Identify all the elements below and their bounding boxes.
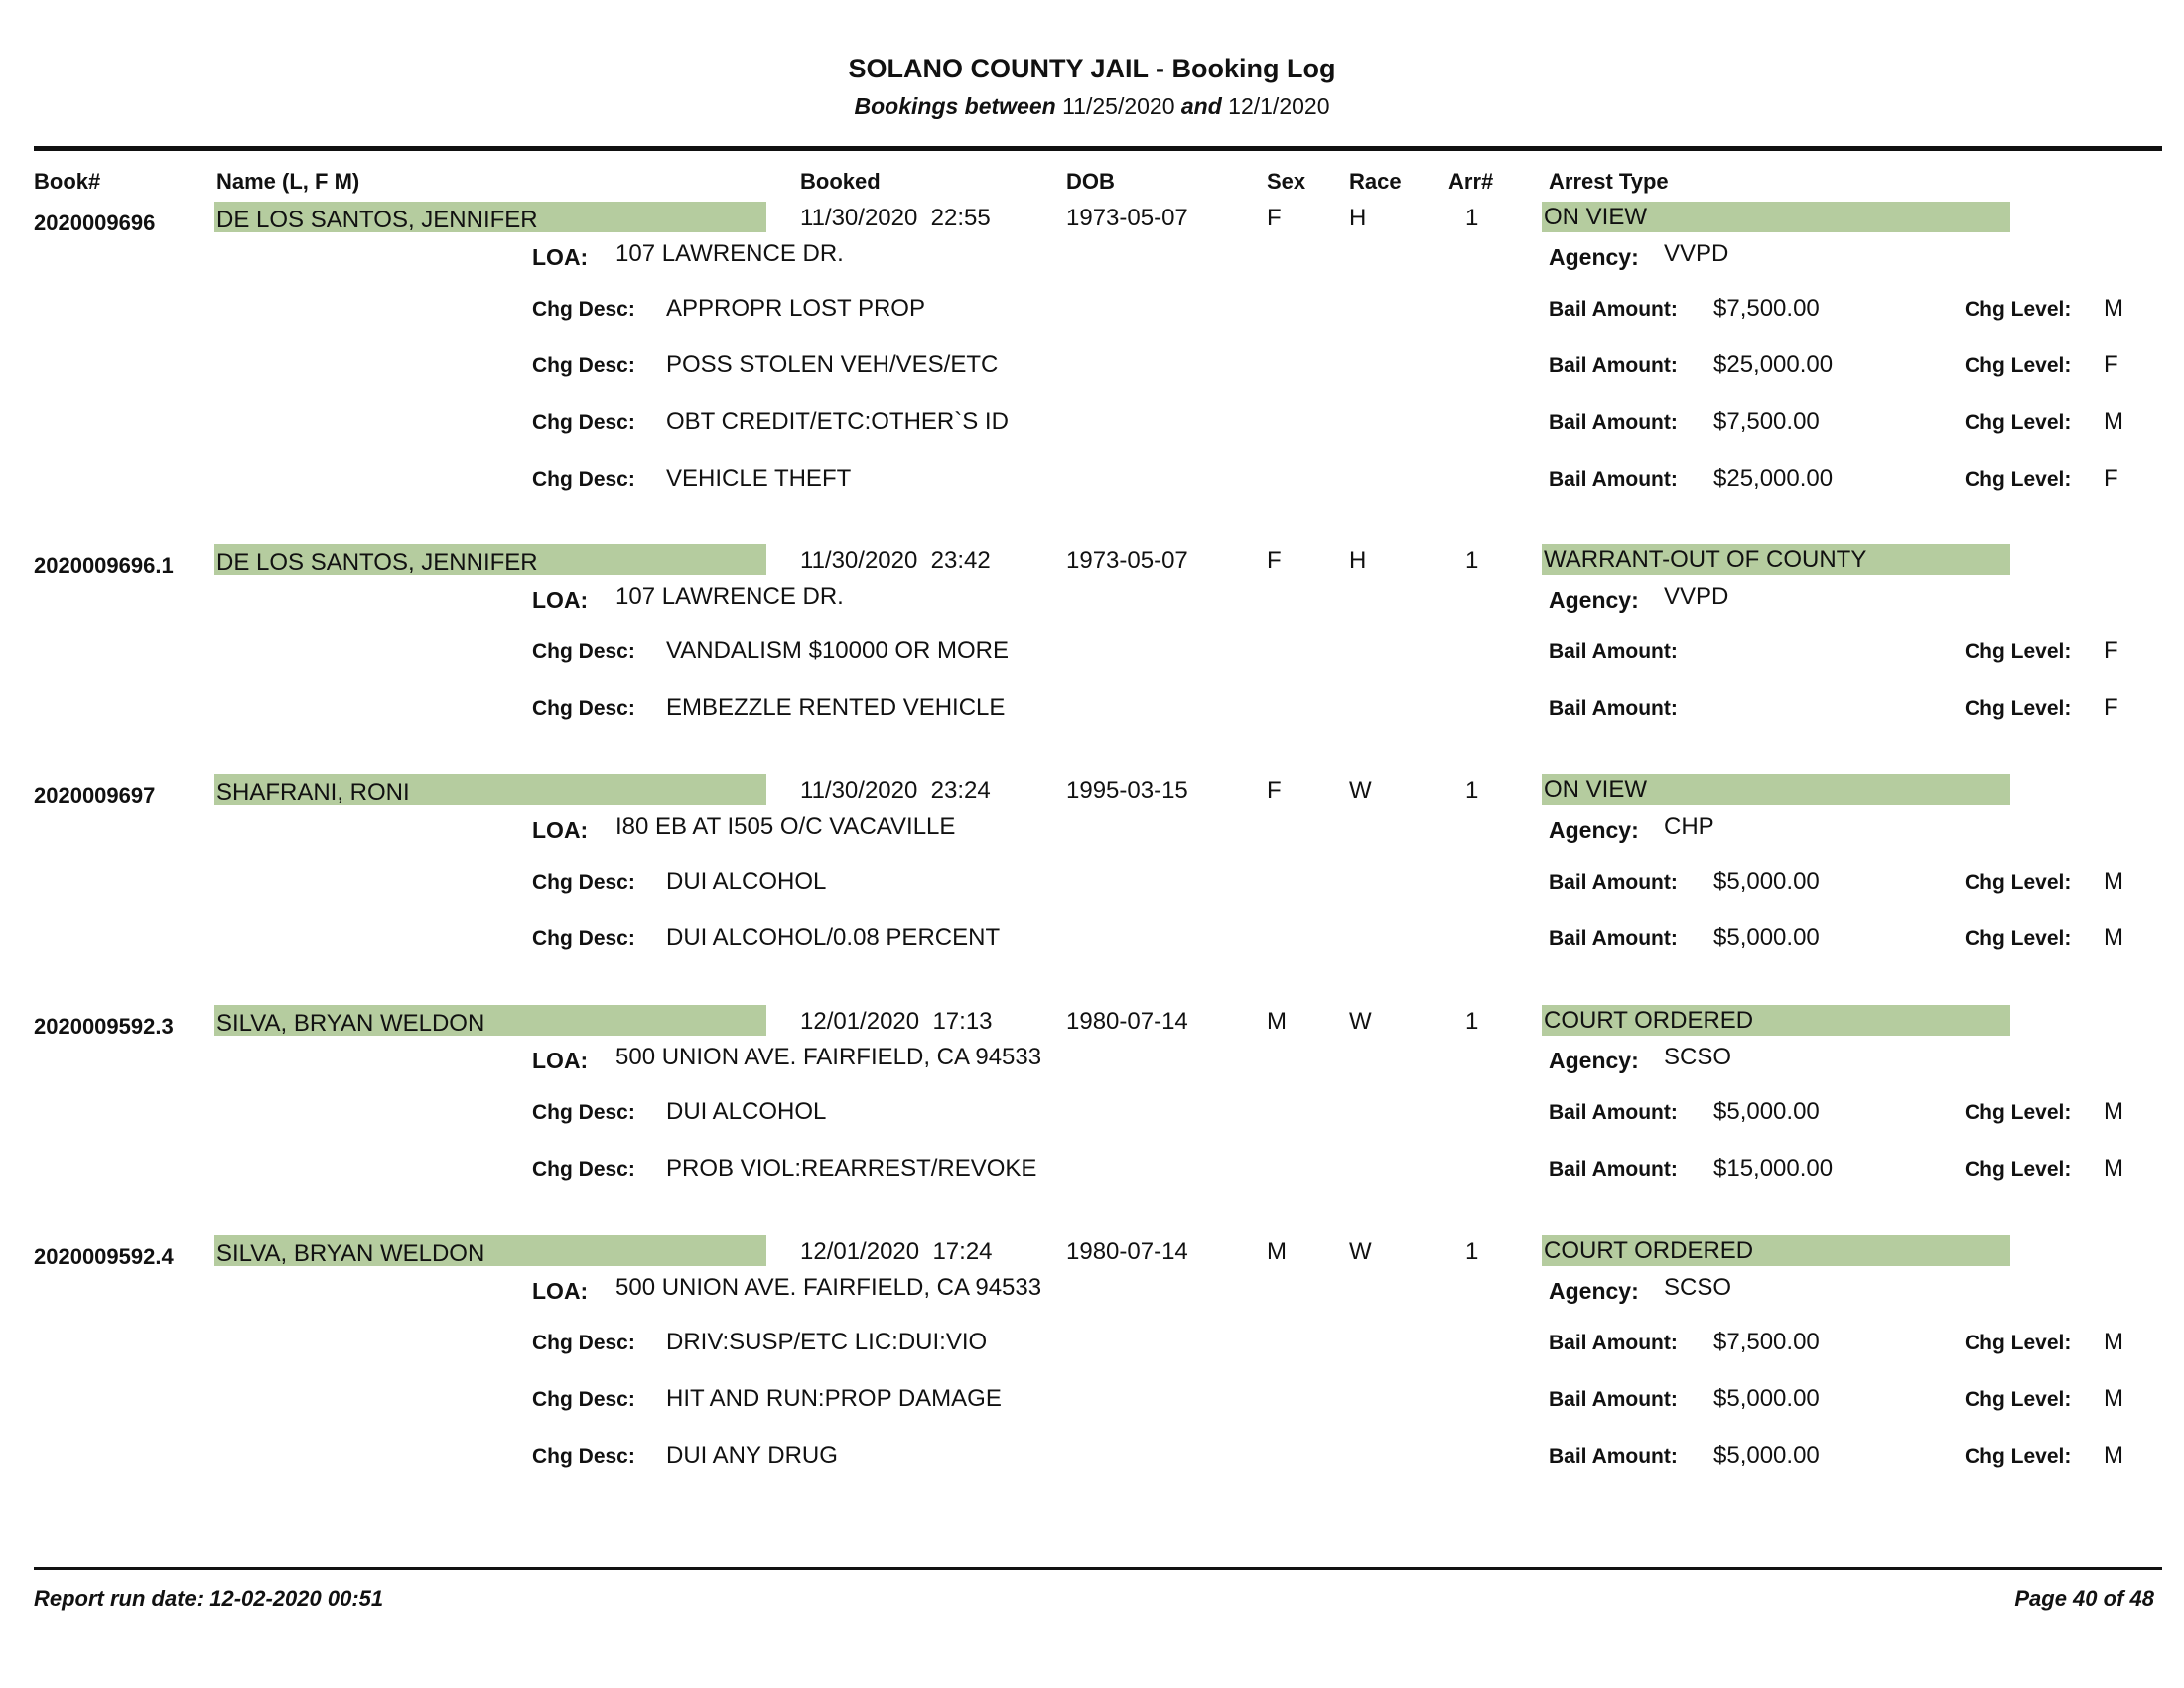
chg-desc-label: Chg Desc:: [532, 411, 635, 434]
bail-amount: $5,000.00: [1713, 1442, 1820, 1469]
sex: M: [1267, 1238, 1287, 1265]
charge-level: M: [2104, 1329, 2123, 1355]
charge-level: M: [2104, 1155, 2123, 1182]
bail-amount: $5,000.00: [1713, 924, 1820, 951]
booking-entry: [0, 169, 2184, 492]
charge-description: VANDALISM $10000 OR MORE: [666, 637, 1010, 664]
bail-amount-label: Bail Amount:: [1549, 298, 1678, 321]
bail-amount: $5,000.00: [1713, 1385, 1820, 1412]
loa-value: 107 LAWRENCE DR.: [615, 240, 844, 267]
sex: M: [1267, 1008, 1287, 1035]
col-header-arrest-type: Arrest Type: [1549, 169, 1669, 194]
agency-value: SCSO: [1664, 1044, 1732, 1070]
report-run-date: Report run date: 12-02-2020 00:51: [34, 1586, 384, 1611]
bail-amount: $7,500.00: [1713, 1329, 1820, 1355]
date-from: 11/25/2020: [1062, 93, 1175, 119]
bail-amount: $25,000.00: [1713, 352, 1834, 378]
charge-level: M: [2104, 1442, 2123, 1469]
charge-description: APPROPR LOST PROP: [666, 295, 925, 322]
race: H: [1349, 205, 1367, 231]
charge-description: VEHICLE THEFT: [666, 465, 852, 492]
chg-level-label: Chg Level:: [1965, 1332, 2072, 1354]
bail-amount-label: Bail Amount:: [1549, 468, 1678, 491]
chg-desc-label: Chg Desc:: [532, 927, 635, 950]
booked-datetime: 11/30/2020 23:24: [800, 777, 991, 804]
charge-level: F: [2104, 465, 2118, 492]
book-number: 2020009696: [34, 211, 156, 235]
chg-desc-label: Chg Desc:: [532, 354, 635, 377]
footer-rule: [34, 1567, 2162, 1570]
race: W: [1349, 777, 1372, 804]
charge-description: DUI ALCOHOL: [666, 868, 827, 895]
chg-level-label: Chg Level:: [1965, 468, 2072, 491]
subtitle-mid: and: [1180, 93, 1222, 119]
arrest-count: 1: [1465, 1008, 1479, 1035]
page-subtitle: [0, 93, 2184, 120]
loa-value: 107 LAWRENCE DR.: [615, 583, 844, 610]
charge-level: M: [2104, 1098, 2123, 1125]
bail-amount-label: Bail Amount:: [1549, 640, 1678, 663]
chg-level-label: Chg Level:: [1965, 640, 2072, 663]
sex: F: [1267, 547, 1282, 574]
chg-desc-label: Chg Desc:: [532, 640, 635, 663]
chg-level-label: Chg Level:: [1965, 927, 2072, 950]
book-number: 2020009592.4: [34, 1244, 174, 1269]
agency-label: Agency:: [1549, 1278, 1639, 1304]
chg-desc-label: Chg Desc:: [532, 871, 635, 894]
col-header-arr: Arr#: [1448, 169, 1494, 194]
agency-label: Agency:: [1549, 244, 1639, 270]
inmate-name: DE LOS SANTOS, JENNIFER: [214, 544, 766, 575]
booking-entry: [0, 972, 2184, 1200]
charge-description: PROB VIOL:REARREST/REVOKE: [666, 1155, 1037, 1182]
charge-description: DUI ALCOHOL: [666, 1098, 827, 1125]
sex: F: [1267, 205, 1282, 231]
bail-amount: $25,000.00: [1713, 465, 1834, 492]
agency-value: VVPD: [1664, 240, 1729, 267]
bail-amount: $5,000.00: [1713, 868, 1820, 895]
bail-amount-label: Bail Amount:: [1549, 927, 1678, 950]
chg-level-label: Chg Level:: [1965, 871, 2072, 894]
charge-level: F: [2104, 637, 2118, 664]
loa-value: 500 UNION AVE. FAIRFIELD, CA 94533: [615, 1274, 1042, 1301]
loa-label: LOA:: [532, 817, 589, 843]
agency-label: Agency:: [1549, 1048, 1639, 1073]
sex: F: [1267, 777, 1282, 804]
chg-level-label: Chg Level:: [1965, 411, 2072, 434]
agency-value: VVPD: [1664, 583, 1729, 610]
charge-description: DRIV:SUSP/ETC LIC:DUI:VIO: [666, 1329, 988, 1355]
col-header-dob: DOB: [1066, 169, 1115, 194]
chg-level-label: Chg Level:: [1965, 1158, 2072, 1181]
charge-description: EMBEZZLE RENTED VEHICLE: [666, 694, 1006, 721]
booking-entry: [0, 511, 2184, 740]
bail-amount-label: Bail Amount:: [1549, 871, 1678, 894]
date-of-birth: 1995-03-15: [1066, 777, 1188, 804]
bail-amount-label: Bail Amount:: [1549, 354, 1678, 377]
arrest-type: ON VIEW: [1542, 774, 2010, 805]
bail-amount: $15,000.00: [1713, 1155, 1834, 1182]
bail-amount: $5,000.00: [1713, 1098, 1820, 1125]
date-to: 12/1/2020: [1228, 93, 1330, 119]
book-number: 2020009697: [34, 783, 156, 808]
arrest-count: 1: [1465, 1238, 1479, 1265]
booking-entry: [0, 1202, 2184, 1469]
race: W: [1349, 1238, 1372, 1265]
col-header-race: Race: [1349, 169, 1402, 194]
header-rule: [34, 146, 2162, 151]
chg-desc-label: Chg Desc:: [532, 1332, 635, 1354]
chg-desc-label: Chg Desc:: [532, 1388, 635, 1411]
arrest-type: COURT ORDERED: [1542, 1005, 2010, 1036]
charge-description: DUI ALCOHOL/0.08 PERCENT: [666, 924, 1001, 951]
col-header-name: Name (L, F M): [216, 169, 360, 194]
chg-desc-label: Chg Desc:: [532, 1158, 635, 1181]
bail-amount-label: Bail Amount:: [1549, 1388, 1678, 1411]
chg-desc-label: Chg Desc:: [532, 697, 635, 720]
loa-label: LOA:: [532, 587, 589, 613]
charge-level: M: [2104, 924, 2123, 951]
inmate-name: SHAFRANI, RONI: [214, 774, 766, 805]
col-header-booked: Booked: [800, 169, 881, 194]
booked-datetime: 11/30/2020 22:55: [800, 205, 991, 231]
charge-level: F: [2104, 694, 2118, 721]
agency-label: Agency:: [1549, 817, 1639, 843]
inmate-name: DE LOS SANTOS, JENNIFER: [214, 202, 766, 232]
agency-label: Agency:: [1549, 587, 1639, 613]
bail-amount-label: Bail Amount:: [1549, 411, 1678, 434]
bail-amount-label: Bail Amount:: [1549, 1332, 1678, 1354]
charge-description: OBT CREDIT/ETC:OTHER`S ID: [666, 408, 1009, 435]
inmate-name: SILVA, BRYAN WELDON: [214, 1005, 766, 1036]
col-header-book: Book#: [34, 169, 101, 194]
charge-level: M: [2104, 868, 2123, 895]
date-of-birth: 1980-07-14: [1066, 1238, 1188, 1265]
chg-desc-label: Chg Desc:: [532, 298, 635, 321]
chg-level-label: Chg Level:: [1965, 1388, 2072, 1411]
arrest-type: COURT ORDERED: [1542, 1235, 2010, 1266]
page-number: Page 40 of 48: [2014, 1586, 2154, 1611]
date-of-birth: 1973-05-07: [1066, 547, 1188, 574]
arrest-count: 1: [1465, 205, 1479, 231]
chg-level-label: Chg Level:: [1965, 1101, 2072, 1124]
inmate-name: SILVA, BRYAN WELDON: [214, 1235, 766, 1266]
loa-label: LOA:: [532, 244, 589, 270]
charge-description: HIT AND RUN:PROP DAMAGE: [666, 1385, 1002, 1412]
bail-amount: $7,500.00: [1713, 408, 1820, 435]
charge-level: F: [2104, 352, 2118, 378]
race: W: [1349, 1008, 1372, 1035]
arrest-count: 1: [1465, 777, 1479, 804]
chg-level-label: Chg Level:: [1965, 1445, 2072, 1468]
page-title: SOLANO COUNTY JAIL - Booking Log: [848, 54, 1336, 83]
date-of-birth: 1980-07-14: [1066, 1008, 1188, 1035]
booked-datetime: 11/30/2020 23:42: [800, 547, 991, 574]
col-header-sex: Sex: [1267, 169, 1306, 194]
booking-entry: [0, 742, 2184, 970]
bail-amount-label: Bail Amount:: [1549, 1101, 1678, 1124]
chg-desc-label: Chg Desc:: [532, 468, 635, 491]
race: H: [1349, 547, 1367, 574]
bail-amount-label: Bail Amount:: [1549, 1158, 1678, 1181]
loa-label: LOA:: [532, 1278, 589, 1304]
chg-desc-label: Chg Desc:: [532, 1101, 635, 1124]
charge-description: POSS STOLEN VEH/VES/ETC: [666, 352, 999, 378]
loa-value: I80 EB AT I505 O/C VACAVILLE: [615, 813, 956, 840]
subtitle-prefix: Bookings between: [854, 93, 1056, 119]
charge-level: M: [2104, 295, 2123, 322]
bail-amount-label: Bail Amount:: [1549, 697, 1678, 720]
loa-label: LOA:: [532, 1048, 589, 1073]
booked-datetime: 12/01/2020 17:24: [800, 1238, 993, 1265]
charge-description: DUI ANY DRUG: [666, 1442, 838, 1469]
arrest-type: WARRANT-OUT OF COUNTY: [1542, 544, 2010, 575]
date-of-birth: 1973-05-07: [1066, 205, 1188, 231]
chg-desc-label: Chg Desc:: [532, 1445, 635, 1468]
charge-level: M: [2104, 408, 2123, 435]
arrest-type: ON VIEW: [1542, 202, 2010, 232]
bail-amount-label: Bail Amount:: [1549, 1445, 1678, 1468]
book-number: 2020009696.1: [34, 553, 174, 578]
loa-value: 500 UNION AVE. FAIRFIELD, CA 94533: [615, 1044, 1042, 1070]
chg-level-label: Chg Level:: [1965, 697, 2072, 720]
book-number: 2020009592.3: [34, 1014, 174, 1039]
bail-amount: $7,500.00: [1713, 295, 1820, 322]
agency-value: CHP: [1664, 813, 1714, 840]
chg-level-label: Chg Level:: [1965, 354, 2072, 377]
chg-level-label: Chg Level:: [1965, 298, 2072, 321]
booked-datetime: 12/01/2020 17:13: [800, 1008, 993, 1035]
charge-level: M: [2104, 1385, 2123, 1412]
arrest-count: 1: [1465, 547, 1479, 574]
agency-value: SCSO: [1664, 1274, 1732, 1301]
